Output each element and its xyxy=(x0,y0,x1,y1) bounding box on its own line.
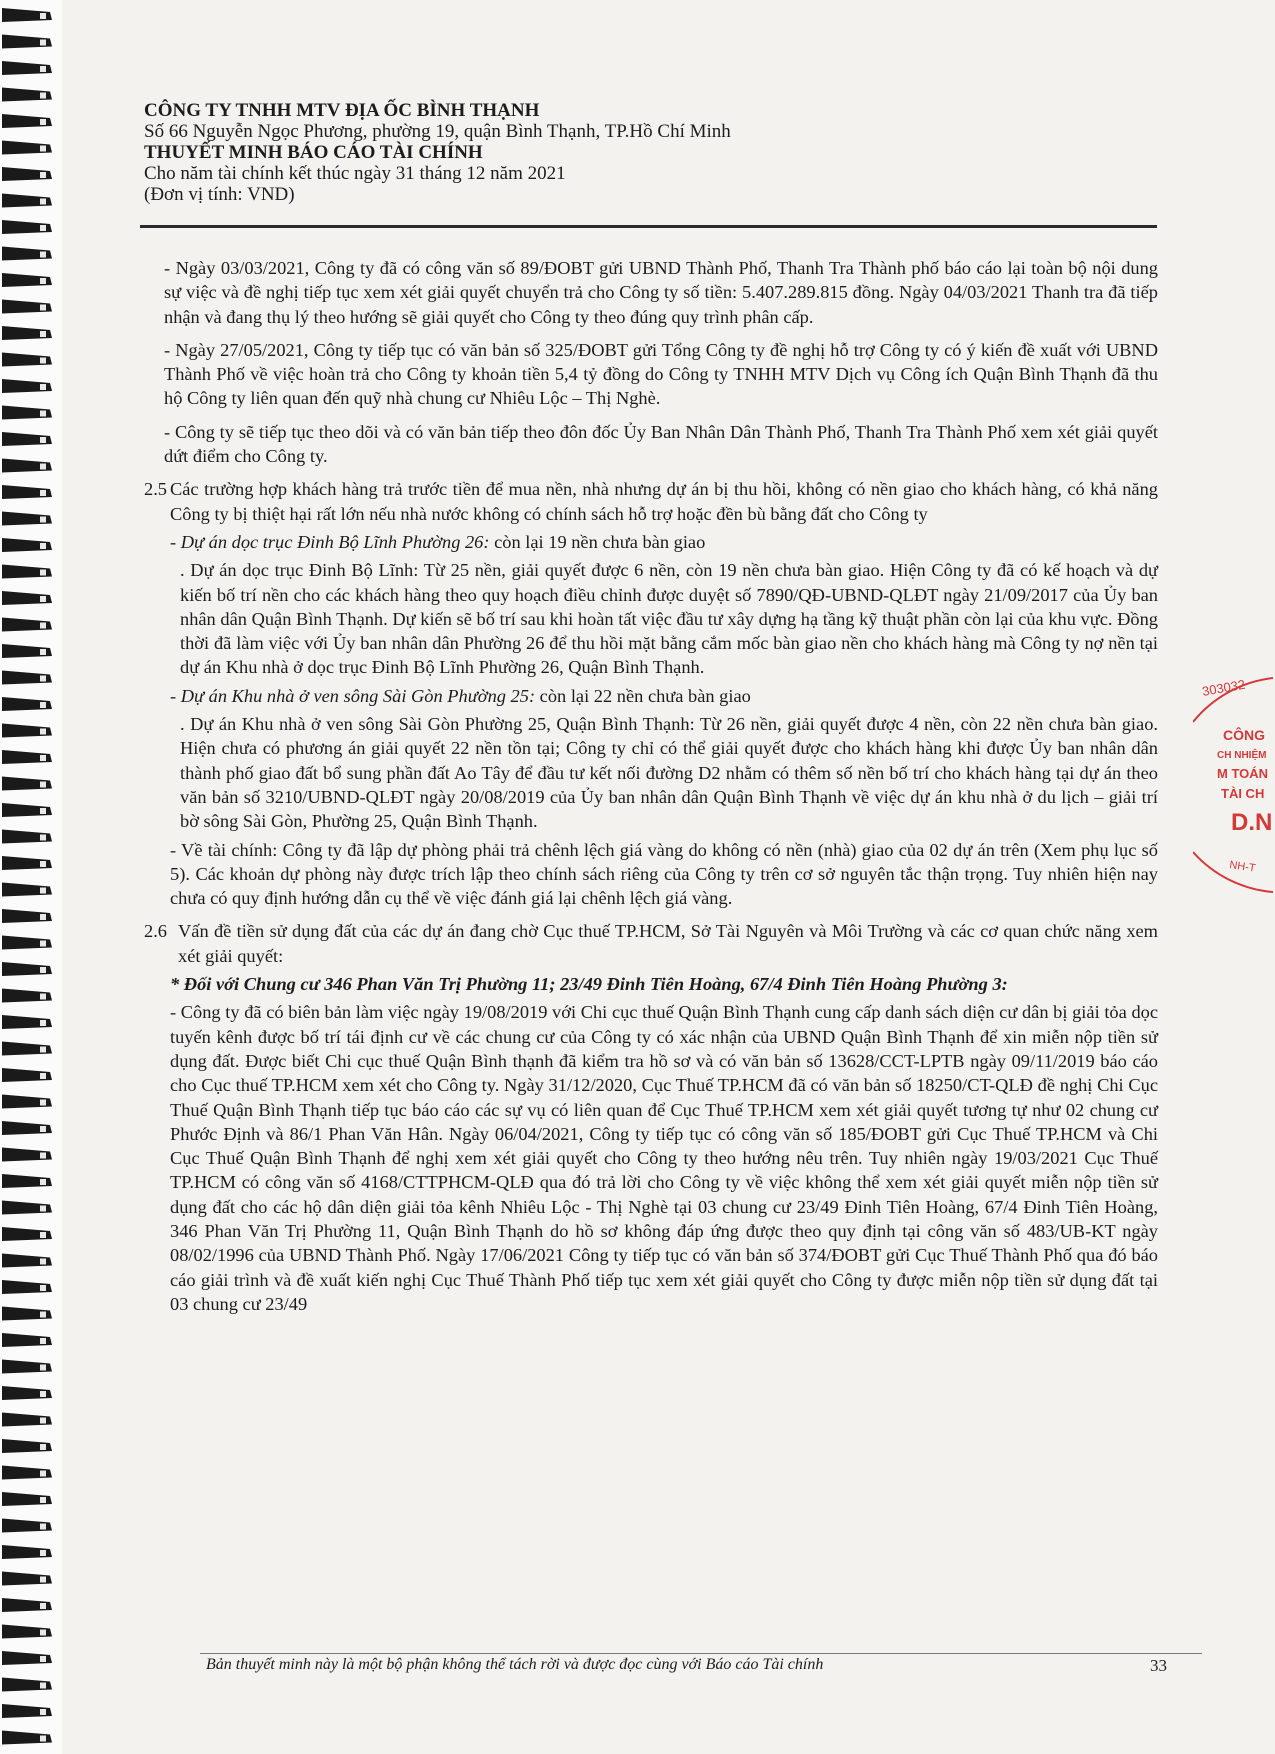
binding-hole xyxy=(40,1020,46,1026)
binding-hole xyxy=(40,358,46,364)
binding-hole xyxy=(40,252,46,258)
binding-hole xyxy=(40,437,46,443)
binding-hole xyxy=(40,1232,46,1238)
project-title: - Dự án dọc trục Đinh Bộ Lĩnh Phường 26: xyxy=(170,531,490,552)
binding-hole xyxy=(40,119,46,125)
footer-rule xyxy=(200,1653,1202,1654)
binding-hole xyxy=(40,755,46,761)
report-title: THUYẾT MINH BÁO CÁO TÀI CHÍNH xyxy=(144,142,483,163)
binding-hole xyxy=(40,623,46,629)
binding-hole xyxy=(40,384,46,390)
binding-hole xyxy=(40,1471,46,1477)
svg-text:D.N: D.N xyxy=(1231,809,1273,836)
svg-text:CH NHIỆM: CH NHIỆM xyxy=(1217,750,1267,761)
binding-hole xyxy=(40,93,46,99)
binding-hole xyxy=(40,199,46,205)
subsection-heading: * Đối với Chung cư 346 Phan Văn Trị Phường 11; 23/49 Đinh Tiên Hoàng, 67/4 Đinh Tiên Hoàng Phường 3: xyxy=(170,974,1008,995)
binding-hole xyxy=(40,146,46,152)
section-2-6 xyxy=(144,919,1158,968)
binding-hole xyxy=(40,1603,46,1609)
binding-hole xyxy=(40,808,46,814)
binding-hole xyxy=(40,1630,46,1636)
header-rule xyxy=(140,225,1157,228)
document-body xyxy=(144,256,1158,1325)
project-heading xyxy=(144,530,1158,554)
project-status: còn lại 19 nền chưa bàn giao xyxy=(489,531,706,552)
binding-hole xyxy=(40,967,46,973)
binding-hole xyxy=(40,1550,46,1556)
project-heading xyxy=(144,684,1158,708)
binding-hole xyxy=(40,225,46,231)
binding-hole xyxy=(40,517,46,523)
binding-hole xyxy=(40,1338,46,1344)
section-2-5 xyxy=(144,477,1158,526)
binding-hole xyxy=(40,676,46,682)
paragraph: . Dự án dọc trục Đinh Bộ Lĩnh: Từ 25 nền, giải quyết được 6 nền, còn 19 nền chưa bàn giao. Hiện Công ty đã có kế hoạch và dự kiến bố trí nền cho các khách hàng theo quy hoạch điều chỉnh được duyệt số 7890/QĐ-UBND-QLĐT ngày 21/09/2017 của Ủy ban nhân dân Quận Bình Thạnh. Dự kiến sẽ bố trí sau khi hoàn tất việc đầu tư xây dựng hạ tầng kỹ thuật phần còn lại của khu vực. Đồng thời đã làm việc với Ủy ban nhân dân Phường 26 để thu hồi mặt bằng cắm mốc bàn giao nền cho khách hàng mà Công ty nợ nền tại dự án Khu nhà ở dọc trục Đinh Bộ Lĩnh Phường 26, Quận Bình Thạnh. xyxy=(180,560,1158,678)
binding-hole xyxy=(40,1259,46,1265)
binding-hole xyxy=(40,411,46,417)
binding-hole xyxy=(40,782,46,788)
binding-hole xyxy=(40,1047,46,1053)
project-title: - Dự án Khu nhà ở ven sông Sài Gòn Phường 25: xyxy=(170,685,536,706)
svg-text:M TOÁN: M TOÁN xyxy=(1217,766,1269,781)
binding-hole xyxy=(40,1444,46,1450)
company-name: CÔNG TY TNHH MTV ĐỊA ỐC BÌNH THẠNH xyxy=(144,100,540,121)
paragraph: . Dự án Khu nhà ở ven sông Sài Gòn Phường 25, Quận Bình Thạnh: Từ 26 nền, giải quyết được 4 nền, còn 22 nền chưa bàn giao. Hiện chưa có phương án giải quyết 22 nền tồn tại; Công ty chỉ có thể giải quyết được cho khách hàng khi được Ủy ban nhân dân thành phố giao đất bổ sung phần đất Ao Tây để đầu tư kết nối đường D2 nhằm có thêm số nền bố trí cho khách hàng tại dự án theo văn bản số 3210/UBND-QLĐT ngày 20/08/2019 của Ủy ban nhân dân Quận Bình Thạnh về việc dự án khu nhà ở du lịch – giải trí bờ sông Sài Gòn, Phường 25, Quận Bình Thạnh. xyxy=(180,714,1158,832)
binding-hole xyxy=(40,40,46,46)
binding-hole xyxy=(40,861,46,867)
binding-hole xyxy=(40,1497,46,1503)
binding-hole xyxy=(40,729,46,735)
paragraph: - Công ty đã có biên bản làm việc ngày 19/08/2019 với Chi cục thuế Quận Bình Thạnh cung cấp danh sách diện cư dân bị giải tỏa dọc tuyến kênh được bố trí tái định cư về các chung cư của Công ty có xác nhận của UBND Quận Bình Thạnh để xin miễn nộp tiền sử dụng đất. Được biết Chi cục thuế Quận Bình thạnh đã kiểm tra hồ sơ và có văn bản số 13628/CCT-LPTB ngày 09/11/2019 báo cáo cho Cục thuế TP.HCM xem xét cho Công ty. Ngày 31/12/2020, Cục Thuế TP.HCM đã có văn bản số 18250/CT-QLĐ đề nghị Chi Cục Thuế Quận Bình Thạnh tiếp tục báo cáo các sự vụ có liên quan để Cục Thuế TP.HCM xem xét giải quyết tương tự như 02 chung cư Phước Định và 86/1 Phan Văn Hân. Ngày 06/04/2021, Công ty tiếp tục có công văn số 185/ĐOBT gửi Cục Thuế TP.HCM và Chi Cục Thuế Quận Bình Thạnh để nghị xem xét giải quyết cho Công ty theo hướng nêu trên. Tuy nhiên ngày 19/03/2021 Cục Thuế TP.HCM có công văn số 4168/CTTPHCM-QLĐ qua đó trả lời cho Công ty về việc không thể xem xét giải quyết miễn nộp tiền sử dụng đất cho các hộ dân diện giải tỏa kênh Nhiêu Lộc - Thị Nghè tại 03 chung cư 23/49 Đinh Tiên Hoàng, 67/4 Đinh Tiên Hoàng, 346 Phan Văn Trị Phường 11, Quận Bình Thạnh do hồ sơ không đáp ứng được theo quy định tại công văn số 483/UB-KT ngày 08/02/1996 của UBND Thành Phố. Ngày 17/06/2021 Công ty tiếp tục có văn bản số 374/ĐOBT gửi Cục Thuế Thành Phố qua đó báo cáo giải trình và đề xuất kiến nghị Cục Thuế Thành Phố tiếp tục xem xét giải quyết cho Công ty được miễn nộp tiền sử dụng đất tại 03 chung cư 23/49 xyxy=(170,1002,1158,1314)
spiral-binding xyxy=(0,0,62,1754)
binding-hole xyxy=(40,1285,46,1291)
binding-hole xyxy=(40,1683,46,1689)
binding-hole xyxy=(40,1736,46,1742)
paragraph: - Công ty sẽ tiếp tục theo dõi và có văn bản tiếp theo đôn đốc Ủy Ban Nhân Dân Thành Phố, Thanh Tra Thành Phố xem xét giải quyết dứt điểm cho Công ty. xyxy=(164,421,1158,467)
binding-hole xyxy=(40,1365,46,1371)
currency-unit: (Đơn vị tính: VND) xyxy=(144,184,295,205)
binding-hole xyxy=(40,464,46,470)
project-status: còn lại 22 nền chưa bàn giao xyxy=(535,685,751,706)
section-number: 2.6 xyxy=(144,921,167,942)
report-period: Cho năm tài chính kết thúc ngày 31 tháng 12 năm 2021 xyxy=(144,163,566,184)
binding-hole xyxy=(40,1709,46,1715)
binding-hole xyxy=(40,490,46,496)
company-address: Số 66 Nguyễn Ngọc Phương, phường 19, quận Bình Thạnh, TP.Hồ Chí Minh xyxy=(144,121,731,142)
paragraph: - Về tài chính: Công ty đã lập dự phòng phải trả chênh lệch giá vàng do không có nền (nhà) giao của 02 dự án trên (Xem phụ lục số 5). Các khoản dự phòng này được trích lập theo chính sách riêng của Công ty trên cơ sở nguyên tắc thận trọng. Tuy nhiên hiện nay chưa có quy định hướng dẫn cụ thể về việc đánh giá lại chênh lệch giá vàng. xyxy=(170,839,1158,909)
svg-text:303032: 303032 xyxy=(1200,676,1247,699)
binding-hole xyxy=(40,596,46,602)
binding-hole xyxy=(40,1179,46,1185)
binding-hole xyxy=(40,543,46,549)
binding-hole xyxy=(40,278,46,284)
red-seal-stamp xyxy=(1193,672,1273,902)
binding-hole xyxy=(40,835,46,841)
binding-hole xyxy=(40,702,46,708)
binding-hole xyxy=(40,331,46,337)
svg-text:NH-T: NH-T xyxy=(1228,859,1257,875)
footer-note: Bản thuyết minh này là một bộ phận không thể tách rời và được đọc cùng với Báo cáo Tài chính xyxy=(206,1656,824,1673)
binding-hole xyxy=(40,305,46,311)
binding-hole xyxy=(40,649,46,655)
svg-text:TÀI CH: TÀI CH xyxy=(1221,786,1265,801)
binding-hole xyxy=(40,172,46,178)
binding-hole xyxy=(40,66,46,72)
binding-hole xyxy=(40,1206,46,1212)
binding-hole xyxy=(40,1391,46,1397)
binding-hole xyxy=(40,914,46,920)
binding-hole xyxy=(40,1073,46,1079)
binding-hole xyxy=(40,941,46,947)
paragraph: - Ngày 03/03/2021, Công ty đã có công văn số 89/ĐOBT gửi UBND Thành Phố, Thanh Tra Thành phố báo cáo lại toàn bộ nội dung sự việc và đề nghị tiếp tục xem xét giải quyết chuyển trả cho Công ty số tiền: 5.407.289.815 đồng. Ngày 04/03/2021 Thanh tra đã tiếp nhận và đang thụ lý theo hướng sẽ giải quyết cho Công ty theo đúng quy trình phân cấp. xyxy=(164,258,1158,327)
binding-hole xyxy=(40,888,46,894)
binding-hole xyxy=(40,1524,46,1530)
binding-hole xyxy=(40,1577,46,1583)
binding-hole xyxy=(40,570,46,576)
section-text: Các trường hợp khách hàng trả trước tiền để mua nền, nhà nhưng dự án bị thu hồi, không có nền giao cho khách hàng, có khả năng Công ty bị thiệt hại rất lớn nếu nhà nước không có chính sách hỗ trợ hoặc đền bù bằng đất cho Công ty xyxy=(170,479,1158,524)
binding-hole xyxy=(40,1126,46,1132)
binding-hole xyxy=(40,1153,46,1159)
page-number: 33 xyxy=(1150,1656,1167,1675)
binding-hole xyxy=(40,1656,46,1662)
svg-text:CÔNG: CÔNG xyxy=(1223,727,1265,743)
binding-hole xyxy=(40,994,46,1000)
binding-hole xyxy=(40,13,46,19)
section-number: 2.5 xyxy=(144,479,167,500)
paragraph: - Ngày 27/05/2021, Công ty tiếp tục có văn bản số 325/ĐOBT gửi Tổng Công ty đề nghị hỗ trợ Công ty có ý kiến đề xuất với UBND Thành Phố về việc hoàn trả cho Công ty khoản tiền 5,4 tỷ đồng do Công ty TNHH MTV Dịch vụ Công ích Quận Bình Thạnh đã thu hộ Công ty liên quan đến quỹ nhà chung cư Nhiêu Lộc – Thị Nghè. xyxy=(164,339,1158,409)
section-text: Vấn đề tiền sử dụng đất của các dự án đang chờ Cục thuế TP.HCM, Sở Tài Nguyên và Môi Trường và các cơ quan chức năng xem xét giải quyết: xyxy=(178,921,1158,966)
document-header xyxy=(144,100,1144,205)
binding-hole xyxy=(40,1312,46,1318)
binding-hole xyxy=(40,1418,46,1424)
binding-hole xyxy=(40,1100,46,1106)
